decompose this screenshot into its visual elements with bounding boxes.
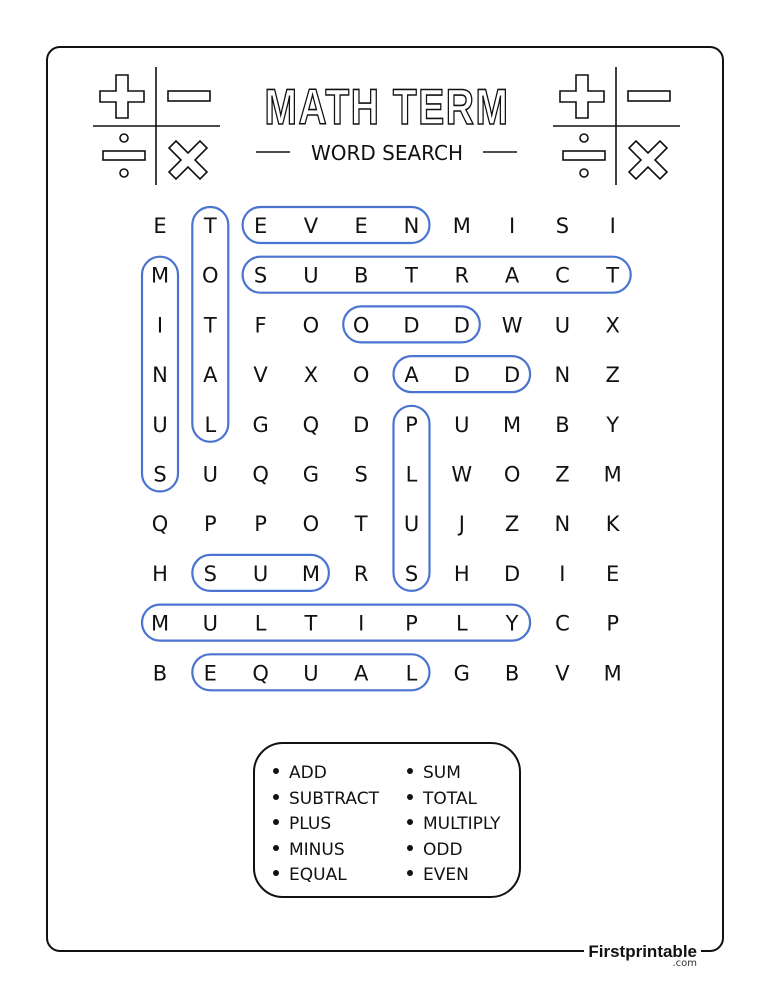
- found-word-highlight-multiply: [142, 605, 530, 641]
- grid-letter: B: [555, 412, 570, 437]
- grid-letter: L: [254, 611, 267, 636]
- grid-letter: N: [554, 363, 571, 388]
- grid-letter: D: [453, 313, 470, 338]
- grid-letter: I: [609, 214, 616, 238]
- grid-letter: Z: [555, 462, 570, 487]
- grid-letter: M: [503, 412, 522, 437]
- grid-letter: T: [354, 512, 368, 537]
- grid-letter: O: [352, 313, 370, 338]
- grid-letter: T: [606, 263, 620, 288]
- plus-icon: [100, 75, 144, 118]
- grid-letter: A: [404, 363, 419, 388]
- grid-letter: S: [203, 561, 217, 586]
- grid-letter: O: [503, 462, 521, 487]
- grid-letter: R: [353, 561, 369, 586]
- grid-letter: Q: [151, 512, 169, 537]
- grid-letter: P: [405, 412, 418, 437]
- grid-letter: D: [353, 412, 370, 437]
- grid-letter: L: [204, 412, 217, 437]
- grid-letter: O: [202, 263, 219, 288]
- minus-icon: [628, 91, 670, 101]
- word-list-item: ADD: [273, 761, 379, 787]
- grid-letter: L: [455, 611, 468, 636]
- grid-letter: N: [403, 214, 420, 238]
- grid-letter: X: [303, 363, 319, 388]
- found-word-highlight-even: [243, 207, 430, 243]
- grid-letter: E: [153, 214, 167, 238]
- grid-letter: E: [354, 214, 368, 238]
- grid-letter: N: [152, 363, 168, 388]
- word-list-left: [273, 761, 379, 889]
- times-icon: [629, 141, 667, 179]
- grid-letter: I: [156, 313, 164, 338]
- grid-letter: S: [404, 561, 419, 586]
- minus-icon: [168, 91, 210, 101]
- word-list-item: ODD: [407, 838, 501, 864]
- grid-letter: T: [203, 214, 217, 238]
- grid-letter: Z: [504, 512, 520, 537]
- grid-letter: V: [253, 363, 268, 388]
- grid-letter: D: [504, 363, 521, 388]
- found-word-highlight-subtract: [243, 257, 631, 293]
- page-title: MATH TERM: [264, 78, 510, 136]
- grid-letter: M: [150, 263, 170, 288]
- grid-letter: T: [304, 611, 318, 636]
- grid-letter: W: [501, 313, 523, 338]
- grid-letter: X: [605, 313, 620, 338]
- grid-letter: E: [606, 561, 620, 586]
- grid-letter: M: [150, 611, 170, 636]
- word-list-box: [253, 742, 521, 898]
- grid-letter: M: [452, 214, 471, 238]
- brand-logo: [584, 942, 701, 969]
- grid-letter: A: [504, 263, 520, 288]
- grid-letter: R: [454, 263, 470, 288]
- grid-letter: G: [302, 462, 320, 487]
- page-subtitle: WORD SEARCH: [310, 141, 464, 165]
- brand-domain: .com: [672, 958, 697, 969]
- grid-letter: T: [405, 263, 418, 288]
- grid-letter: D: [453, 363, 470, 388]
- word-list-item: PLUS: [273, 812, 379, 838]
- grid-letter: U: [202, 611, 218, 636]
- grid-letter: C: [555, 263, 570, 288]
- word-list-item: SUM: [407, 761, 501, 787]
- grid-letter: G: [453, 661, 470, 686]
- grid-letter: O: [352, 363, 370, 388]
- grid-letter: P: [254, 512, 267, 537]
- grid-letter: E: [253, 214, 268, 238]
- math-symbols-right: [553, 67, 680, 185]
- grid-letter: B: [152, 661, 168, 686]
- grid-letter: N: [554, 512, 571, 537]
- grid-letter: U: [303, 661, 319, 686]
- word-list-item: EQUAL: [273, 863, 379, 889]
- grid-letter: M: [603, 462, 622, 487]
- grid-letter: F: [254, 313, 267, 338]
- grid-letter: M: [301, 561, 320, 586]
- grid-letter: P: [606, 611, 620, 636]
- word-list-item: MULTIPLY: [407, 812, 501, 838]
- grid-letter: T: [203, 313, 217, 338]
- grid-letter: Z: [605, 363, 620, 388]
- grid-letter: E: [203, 661, 217, 686]
- grid-letter: D: [403, 313, 420, 338]
- times-icon: [169, 141, 207, 179]
- grid-letter: D: [504, 561, 521, 586]
- grid-letter: A: [203, 363, 218, 388]
- grid-letter: S: [555, 214, 570, 238]
- grid-letter: U: [152, 412, 168, 437]
- grid-letter: S: [253, 263, 268, 288]
- grid-letter: C: [555, 611, 570, 636]
- grid-letter: Y: [505, 611, 519, 636]
- plus-icon: [560, 75, 604, 118]
- grid-letter: I: [508, 214, 516, 238]
- grid-letter: O: [302, 313, 320, 338]
- grid-letter: Q: [302, 412, 320, 437]
- grid-letter: Y: [606, 412, 620, 437]
- grid-letter: G: [252, 412, 269, 437]
- grid-letter: S: [354, 462, 368, 487]
- word-list-item: EVEN: [407, 863, 501, 889]
- grid-letter: L: [405, 462, 418, 487]
- word-list-right: [407, 761, 501, 889]
- grid-letter: B: [353, 263, 369, 288]
- letter-grid: [151, 214, 622, 685]
- grid-letter: P: [405, 611, 418, 636]
- grid-letter: O: [302, 512, 320, 537]
- grid-letter: V: [303, 214, 319, 238]
- grid-letter: U: [202, 462, 218, 487]
- math-symbols-left: [93, 67, 220, 185]
- word-list-item: SUBTRACT: [273, 787, 379, 813]
- grid-letter: V: [555, 661, 570, 686]
- grid-letter: H: [453, 561, 470, 586]
- grid-letter: J: [458, 512, 465, 537]
- grid-letter: Q: [252, 661, 269, 686]
- grid-letter: U: [303, 263, 319, 288]
- word-list-item: TOTAL: [407, 787, 501, 813]
- word-list-item: MINUS: [273, 838, 379, 864]
- grid-letter: U: [454, 412, 470, 437]
- grid-letter: A: [354, 661, 369, 686]
- grid-letter: W: [451, 462, 473, 487]
- divide-icon: [103, 134, 145, 177]
- grid-letter: I: [358, 611, 365, 636]
- grid-letter: K: [605, 512, 620, 537]
- grid-letter: U: [252, 561, 269, 586]
- grid-letter: Q: [252, 462, 269, 487]
- divide-icon: [563, 134, 605, 177]
- brand-name: Firstprintable: [588, 942, 697, 961]
- grid-letter: P: [203, 512, 217, 537]
- grid-letter: S: [153, 462, 167, 487]
- grid-letter: B: [504, 661, 520, 686]
- grid-letter: M: [603, 661, 622, 686]
- grid-letter: H: [152, 561, 168, 586]
- grid-letter: I: [559, 561, 566, 586]
- grid-letter: U: [403, 512, 420, 537]
- grid-letter: L: [405, 661, 418, 686]
- grid-letter: U: [554, 313, 571, 338]
